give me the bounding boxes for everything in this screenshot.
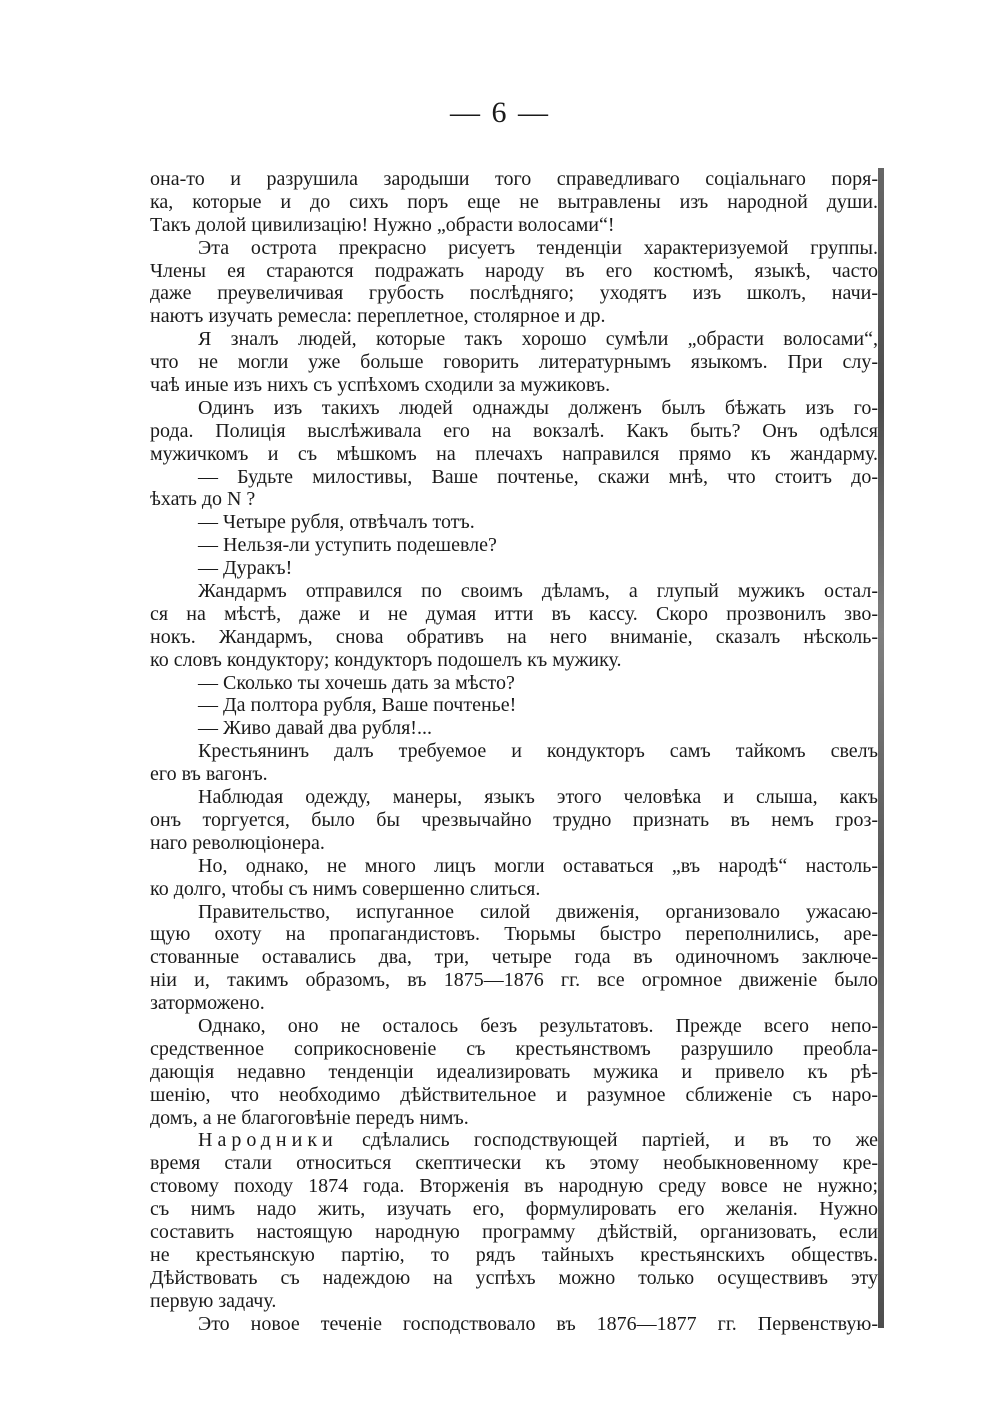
text-line: ко словъ кондуктору; кондукторъ подошелъ къ мужику.	[150, 648, 622, 671]
text-line: время стали относиться скептически къ этому необыкновенному кре-	[150, 1152, 878, 1175]
text-line: мужичкомъ и съ мѣшкомъ на плечахъ направился прямо къ жандарму.	[150, 442, 878, 465]
text-line: средственное соприкосновеніе съ крестьянствомъ разрушило преобла-	[150, 1037, 878, 1060]
text-line: — Нельзя-ли уступить подешевле?	[198, 534, 497, 557]
text-line: рода. Полиція выслѣживала его на вокзалѣ. Какъ быть? Онъ одѣлся	[150, 419, 878, 442]
text-line: Дѣйствовать съ надеждою на успѣхъ можно только осуществивъ эту	[150, 1266, 878, 1289]
text-line: заторможено.	[150, 992, 265, 1015]
text-line: — Живо давай два рубля!...	[198, 717, 432, 740]
text-line: Эта острота прекрасно рисуетъ тенденціи характеризуемой группы.	[198, 236, 878, 259]
text-line: чаѣ иные изъ нихъ съ успѣхомъ сходили за мужиковъ.	[150, 374, 611, 397]
text-line: Одинъ изъ такихъ людей однажды долженъ былъ бѣжать изъ го-	[198, 396, 878, 419]
text-line: домъ, а не благоговѣніе передъ нимъ.	[150, 1106, 469, 1129]
body-text	[150, 168, 878, 1335]
text-line: Жандармъ отправился по своимъ дѣламъ, а глупый мужикъ остал-	[198, 580, 878, 603]
text-line: Правительство, испуганное силой движенія, организовало ужасаю-	[198, 900, 878, 923]
text-line: она-то и разрушила зародыши того справедливаго соціальнаго поря-	[150, 168, 878, 190]
text-line: — Дуракъ!	[198, 557, 293, 580]
text-line: съ нимъ надо жить, изучать его, формулировать его желанія. Нужно	[150, 1198, 878, 1221]
text-line: даже преувеличивая грубость послѣдняго; уходятъ изъ школъ, начи-	[150, 282, 878, 305]
text-line: первую задачу.	[150, 1289, 277, 1312]
text-line: не крестьянскую партію, то рядъ тайныхъ крестьянскихъ обществъ.	[150, 1243, 878, 1266]
text-line: Я зналъ людей, которые такъ хорошо сумѣли „обрасти волосами“,	[198, 328, 878, 351]
page-number: — 6 —	[450, 96, 550, 129]
text-line: ніи и, такимъ образомъ, въ 1875—1876 гг. все огромное движеніе было	[150, 969, 878, 992]
text-line: Крестьянинъ далъ требуемое и кондукторъ самъ тайкомъ свелъ	[198, 740, 878, 763]
text-line: — Будьте милостивы, Ваше почтенье, скажи мнѣ, что стоитъ до-	[198, 465, 878, 488]
text-line: составить настоящую народную программу дѣйствій, организовать, если	[150, 1220, 878, 1243]
text-line: ѣхать до N ?	[150, 488, 256, 511]
text-line: Народники сдѣлались господствующей партіей, и въ то же	[198, 1129, 878, 1152]
text-line: — Сколько ты хочешь дать за мѣсто?	[198, 671, 515, 694]
text-line: Такъ долой цивилизацію! Нужно „обрасти волосами“!	[150, 213, 615, 236]
text-line: его въ вагонъ.	[150, 763, 268, 786]
text-line: дающія недавно тенденціи идеализировать мужика и привело къ рѣ-	[150, 1060, 878, 1083]
text-line: стованные оставались два, три, четыре года въ одиночномъ заключе-	[150, 946, 878, 969]
text-line: — Да полтора рубля, Ваше почтенье!	[198, 694, 517, 717]
text-line: Однако, оно не осталось безъ результатовъ. Прежде всего непо-	[198, 1014, 878, 1037]
text-line: Это новое теченіе господствовало въ 1876—1877 гг. Первенствую-	[198, 1312, 878, 1335]
text-line: стовому походу 1874 года. Вторженія въ народную среду вовсе не нужно;	[150, 1175, 878, 1198]
text-line: нокъ. Жандармъ, снова обративъ на него вниманіе, сказалъ нѣсколь-	[150, 625, 878, 648]
text-line: ся на мѣстѣ, даже и не думая итти въ кассу. Скоро прозвонилъ зво-	[150, 602, 878, 625]
text-line: — Четыре рубля, отвѣчалъ тотъ.	[198, 511, 475, 534]
text-line: щую охоту на пропагандистовъ. Тюрьмы быстро переполнились, аре-	[150, 923, 878, 946]
text-line: наго революціонера.	[150, 831, 325, 854]
scan-edge-shadow	[878, 168, 884, 1328]
text-line: что не могли уже больше говорить литературнымъ языкомъ. При слу-	[150, 351, 878, 374]
text-line: шенію, что необходимо дѣйствительное и разумное сближеніе съ наро-	[150, 1083, 878, 1106]
text-line: Но, однако, не много лицъ могли оставаться „въ народѣ“ настоль-	[198, 854, 878, 877]
text-line: Члены ея стараются подражать народу въ его костюмѣ, языкѣ, часто	[150, 259, 878, 282]
text-line: наютъ изучать ремесла: переплетное, столярное и др.	[150, 305, 606, 328]
text-line: ко долго, чтобы съ нимъ совершенно слиться.	[150, 877, 541, 900]
text-line: онъ торгуется, было бы чрезвычайно трудно признать въ немъ гроз-	[150, 808, 878, 831]
emphasis-word: Народники	[198, 1129, 338, 1152]
text-line: ка, которые и до сихъ поръ еще не вытравлены изъ народной души.	[150, 190, 878, 213]
text-line: Наблюдая одежду, манеры, языкъ этого человѣка и слыша, какъ	[198, 786, 878, 809]
